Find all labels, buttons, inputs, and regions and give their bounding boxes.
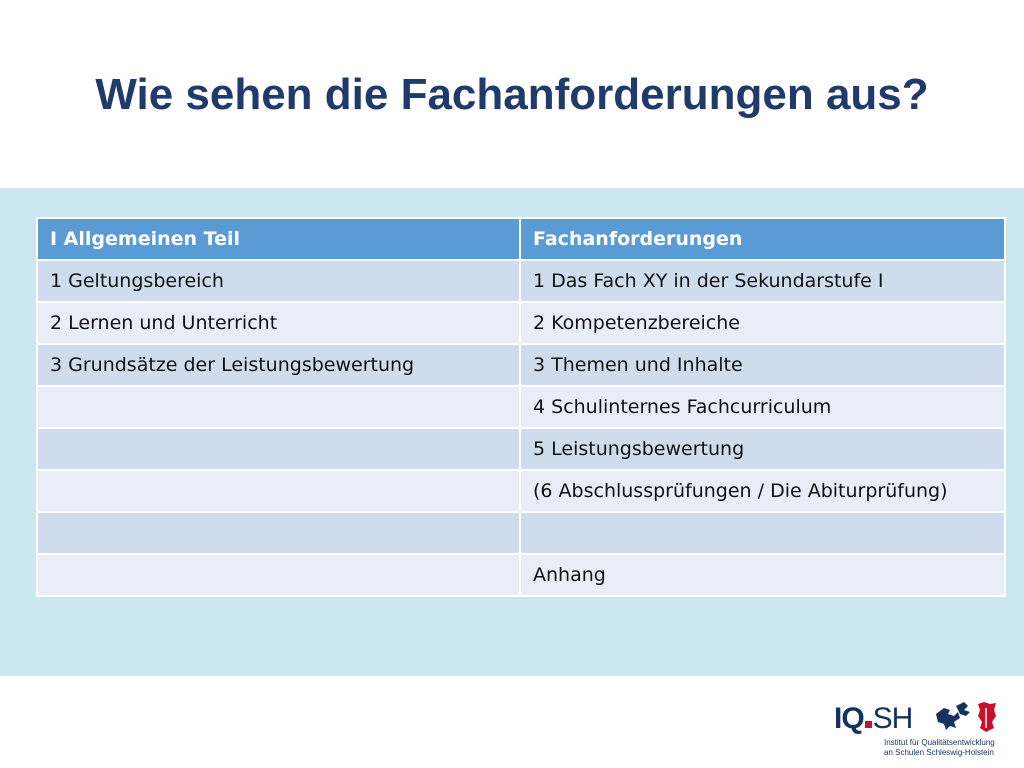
table-cell: 4 Schulinternes Fachcurriculum <box>520 386 1005 428</box>
table-row <box>37 386 1005 428</box>
logo-subtitle <box>884 738 1024 758</box>
table-cell: 5 Leistungsbewertung <box>520 428 1005 470</box>
logo-subtitle-line: an Schulen Schleswig-Holstein <box>884 748 994 757</box>
logo-subtitle-line: Institut für Qualitätsentwicklung <box>884 738 995 747</box>
table-cell <box>520 512 1005 554</box>
logo-wordmark-sh: SH <box>872 702 913 735</box>
table-row <box>37 470 1005 512</box>
logo-dot <box>865 721 872 728</box>
table-cell: (6 Abschlussprüfungen / Die Abiturprüfung) <box>520 470 1005 512</box>
table-header-row <box>37 218 1005 260</box>
table-cell <box>37 512 520 554</box>
logo-wordmark-iq: IQ <box>834 702 864 735</box>
table-header-cell: Fachanforderungen <box>520 218 1005 260</box>
table-row <box>37 428 1005 470</box>
logo-wordmark <box>834 702 912 736</box>
table-cell: Anhang <box>520 554 1005 596</box>
table-cell <box>37 554 520 596</box>
table-cell <box>37 386 520 428</box>
table-row <box>37 302 1005 344</box>
coat-of-arms-icon <box>934 700 998 734</box>
table-cell: 3 Themen und Inhalte <box>520 344 1005 386</box>
table-header-cell: I Allgemeinen Teil <box>37 218 520 260</box>
slide-title: Wie sehen die Fachanforderungen aus? <box>95 70 929 119</box>
iqsh-logo <box>834 700 1020 764</box>
table-row <box>37 260 1005 302</box>
table-cell: 1 Geltungsbereich <box>37 260 520 302</box>
table-row <box>37 344 1005 386</box>
table-cell: 2 Lernen und Unterricht <box>37 302 520 344</box>
table-cell <box>37 428 520 470</box>
fachanforderungen-table <box>36 217 1006 597</box>
table-cell <box>37 470 520 512</box>
table-row <box>37 512 1005 554</box>
table-cell: 2 Kompetenzbereiche <box>520 302 1005 344</box>
table-row <box>37 554 1005 596</box>
table-cell: 3 Grundsätze der Leistungsbewertung <box>37 344 520 386</box>
table-cell: 1 Das Fach XY in der Sekundarstufe I <box>520 260 1005 302</box>
